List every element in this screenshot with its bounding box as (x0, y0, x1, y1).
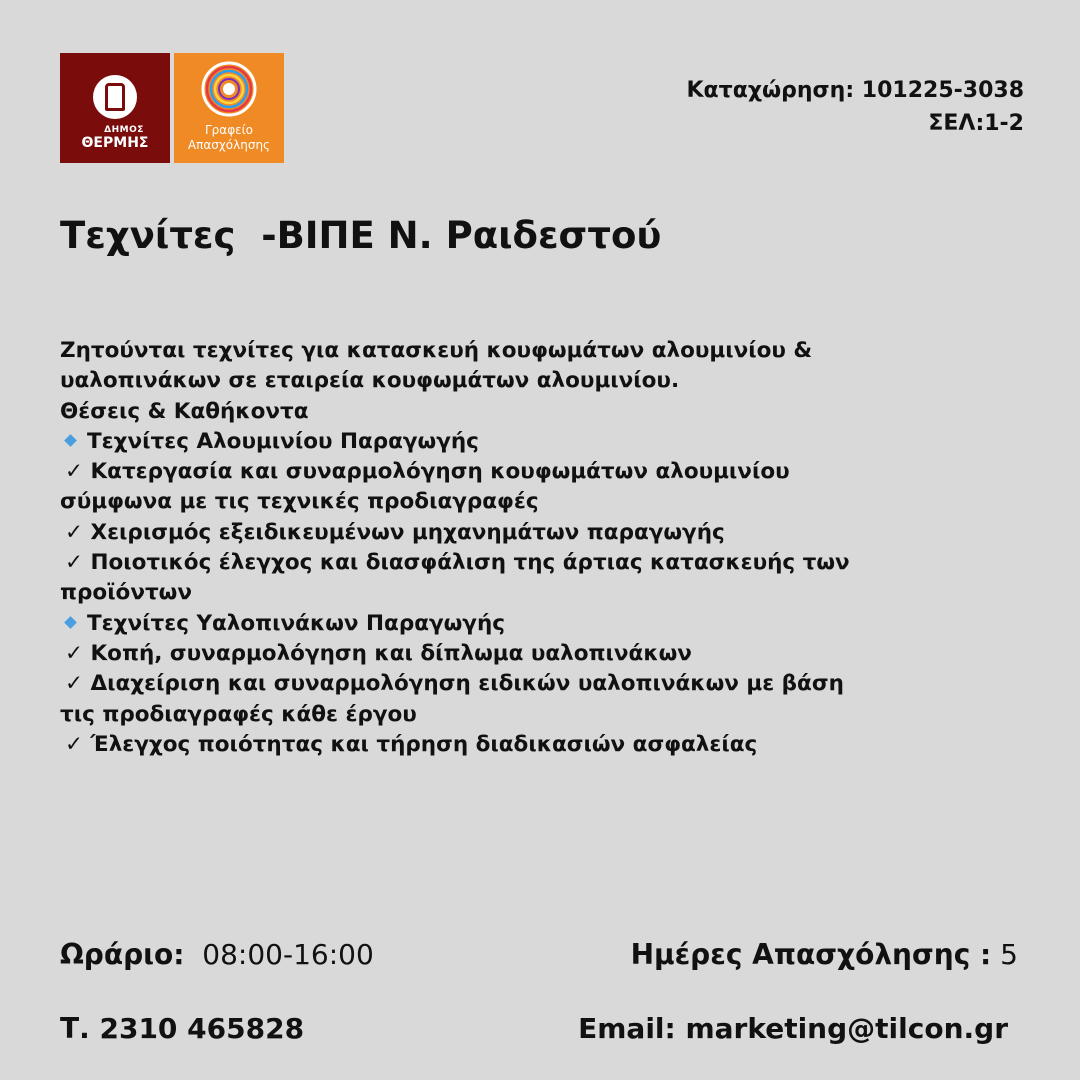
municipality-emblem-icon (93, 75, 137, 119)
working-hours (60, 938, 374, 971)
registration-number: Καταχώρηση: 101225-3038 (686, 78, 1024, 103)
blue-diamond-icon (64, 434, 77, 447)
working-days-label: Ημέρες Απασχόλησης : (630, 938, 992, 971)
check-mark-icon: ✓ (65, 671, 84, 697)
duty-line-cont: τις προδιαγραφές κάθε έργου (60, 701, 417, 727)
duty-line-cont: προϊόντων (60, 580, 193, 606)
working-days (631, 938, 1018, 971)
logo-grafeio-line1: Γραφείο (204, 123, 254, 137)
working-days-value: 5 (1000, 938, 1018, 971)
logo-dimos-line2: ΘΕΡΜΗΣ (81, 135, 149, 151)
duty-line-cont: σύμφωνα με τις τεχνικές προδιαγραφές (60, 489, 539, 515)
check-mark-icon: ✓ (65, 519, 84, 545)
logo-grafeio-line2: Απασχόλησης (187, 138, 271, 152)
grafeio-apasxolisis-logo (174, 53, 284, 163)
duty-line: ✓ Ποιοτικός έλεγχος και διασφάλιση της άρτιας κατασκευής των (65, 550, 850, 576)
duty-line: ✓ Κοπή, συναρμολόγηση και δίπλωμα υαλοπινάκων (65, 640, 692, 666)
position-title: Τεχνίτες Υαλοπινάκων Παραγωγής (60, 609, 1020, 639)
logo-dimos-line1: ΔΗΜΟΣ (104, 125, 144, 135)
duty-line: ✓ Χειρισμός εξειδικευμένων μηχανημάτων παραγωγής (65, 519, 725, 545)
check-mark-icon: ✓ (65, 640, 84, 666)
dimos-thermis-logo (60, 53, 170, 163)
job-description (60, 336, 1020, 760)
check-mark-icon: ✓ (65, 459, 84, 485)
contact-phone: Τ. 2310 465828 (60, 1012, 305, 1045)
section-heading: Θέσεις & Καθήκοντα (60, 398, 309, 424)
page-title: Τεχνίτες -ΒΙΠΕ Ν. Ραιδεστού (60, 214, 662, 257)
check-mark-icon: ✓ (65, 550, 84, 576)
blue-diamond-icon (64, 616, 77, 629)
duty-line: ✓ Διαχείριση και συναρμολόγηση ειδικών υαλοπινάκων με βάση (65, 671, 844, 697)
registration-info (687, 74, 1025, 140)
working-hours-label: Ωράριο: (60, 938, 185, 971)
intro-line: υαλοπινάκων σε εταιρεία κουφωμάτων αλουμινίου. (60, 368, 680, 394)
circles-emblem-icon (199, 59, 259, 119)
contact-email: Email: marketing@tilcon.gr (578, 1012, 1008, 1045)
duty-line: ✓ Έλεγχος ποιότητας και τήρηση διαδικασιών ασφαλείας (65, 731, 758, 757)
duty-line: ✓ Κατεργασία και συναρμολόγηση κουφωμάτων αλουμινίου (65, 459, 790, 485)
intro-line: Ζητούνται τεχνίτες για κατασκευή κουφωμάτων αλουμινίου & (60, 338, 813, 363)
page-indicator: ΣΕΛ:1-2 (928, 111, 1024, 136)
working-hours-value: 08:00-16:00 (202, 938, 374, 971)
check-mark-icon: ✓ (65, 731, 84, 757)
position-title: Τεχνίτες Αλουμινίου Παραγωγής (60, 427, 1020, 457)
